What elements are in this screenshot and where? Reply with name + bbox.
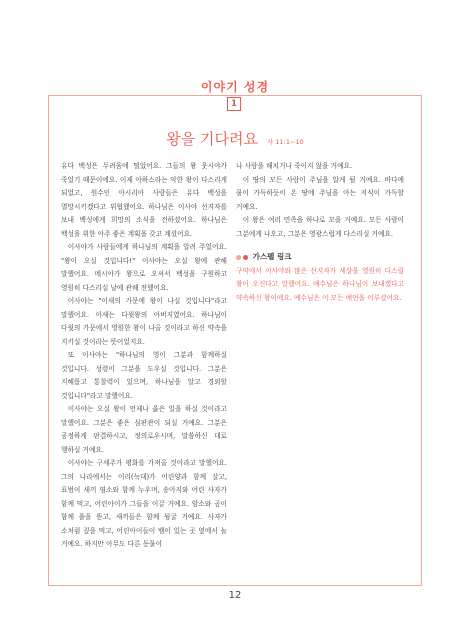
gospel-link-text: 구약에서 이사야와 많은 선지자가 세상을 영원히 다스릴 왕이 오신다고 말했어요. 예수님은 하나님이 보내겠다고 약속하신 왕이에요. 예수님은 이 모든 예언을 이루셨어요. (236, 266, 404, 302)
scripture-reference: 사 11:1~10 (267, 138, 304, 146)
paragraph: 이사야는 "이새의 가문에 왕이 나실 것입니다"라고 말했어요. 이새는 다윗왕의 아버지였어요. 하나님이 다윗의 가문에서 영원한 왕이 나올 것이라고 하신 약속을 지키실 것이라는 뜻이었지요. (61, 297, 227, 346)
paragraph: 이 왕은 여러 민족을 하나로 모을 거예요. 모든 사람이 그분에게 나오고, 그분은 영광스럽게 다스리실 거예요. (236, 216, 404, 238)
lesson-number-badge: 1 (227, 97, 241, 111)
paragraph: 이사야가 사람들에게 하나님의 계획을 알려 주었어요. "왕이 오실 것입니다!" 이사야는 오실 왕에 관해 말했어요. 메시아가 왕으로 오셔서 백성을 구원하고 영원히 다스리실 날에 관해 전했어요. (61, 243, 227, 292)
paragraph: 이 땅의 모든 사람이 주님을 알게 될 거예요. 바다에 물이 가득하듯이 온 땅에 주님을 아는 지식이 가득할 거예요. (236, 175, 404, 211)
left-column (61, 160, 227, 552)
section-title: 이야기 성경 (200, 80, 270, 94)
story-title (0, 128, 470, 149)
paragraph: 유다 백성은 두려움에 떨었어요. 그들의 왕 웃시야가 죽었기 때문이에요. 이제 아하스라는 악한 왕이 다스리게 되었고, 원수인 아시리아 사람들은 유다 백성을 멸망시키겠다고 위협했어요. 하나님은 이사야 선지자를 보내 백성에게 희망의 소식을 전하셨어요. 하나님은 백성을 위한 아주 좋은 계획을 갖고 계셨어요. (61, 162, 227, 238)
paragraph: 이사야는 오실 왕이 언제나 옳은 일을 하실 것이라고 말했어요. 그분은 좋은 심판관이 되실 거예요. 그분은 공정하게 판결하시고, 정의로우시며, 말씀하신 대로 행하실 거예요. (61, 405, 227, 454)
paragraph: 이사야는 구세주가 평화를 가져올 것이라고 말했어요. 그의 나라에서는 이리(늑대)가 어린양과 함께 살고, 표범이 새끼 염소와 함께 누우며, 송아지와 어린 사자가 함께 먹고, 어린아이가 그들을 이끌 거예요. 암소와 곰이 함께 풀을 뜯고, 새끼들은 함께 뒹굴 거예요. 사자가 소처럼 짚을 먹고, 어린아이들이 뱀이 있는 곳 옆에서 놀 거예요. 하지만 아무도 다른 동물이 (61, 459, 227, 548)
page-number: 12 (228, 590, 242, 601)
bullet-dot-icon (236, 255, 241, 260)
right-column (236, 160, 404, 305)
gospel-link-heading (236, 250, 404, 264)
story-title-text: 왕을 기다려요 (166, 130, 258, 148)
bullet-dot-icon (243, 255, 248, 260)
gospel-link-label: 가스펠 링크 (252, 252, 292, 261)
paragraph: 또 이사야는 "하나님의 영이 그분과 함께하실 것입니다. 성령이 그분을 도우실 것입니다. 그분은 지혜롭고 통찰력이 있으며, 하나님을 알고 경외할 것입니다"라고 말했어요. (61, 351, 227, 400)
paragraph: 나 사람을 해치거나 죽이지 않을 거예요. (236, 162, 353, 170)
